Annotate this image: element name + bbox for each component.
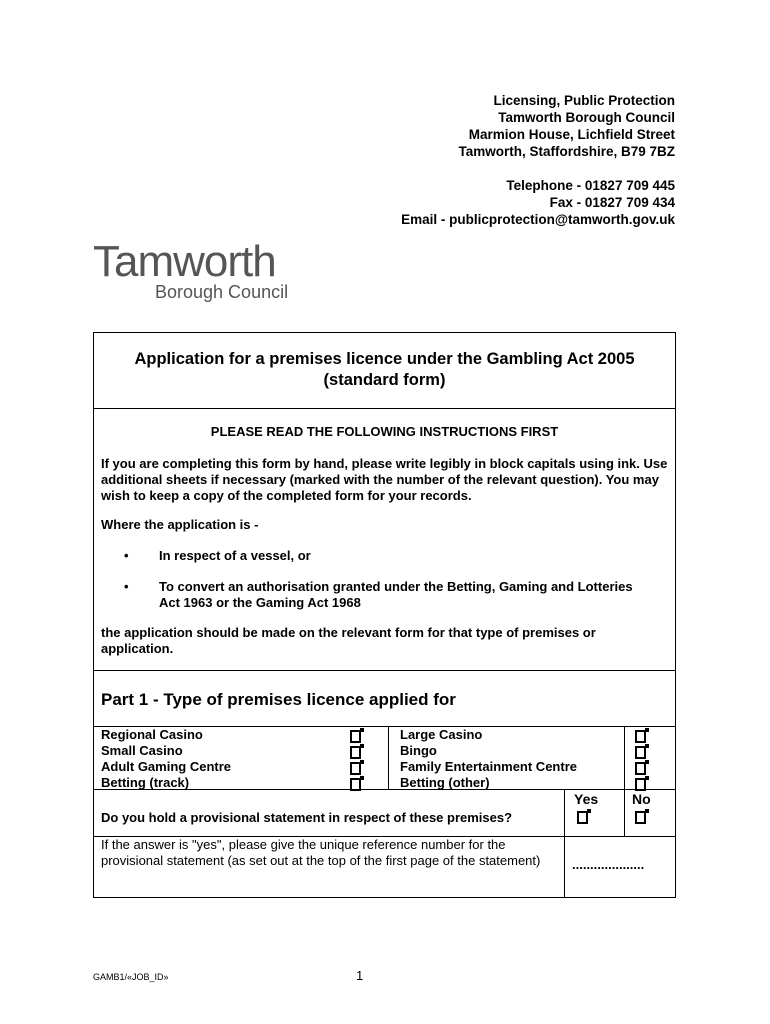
licence-type-betting-track: Betting (track)	[101, 775, 190, 790]
reference-number-instruction: If the answer is "yes", please give the unique reference number for the provisional statement (as set out at the top of the first page of the statement)	[101, 837, 541, 868]
licence-type-family-entertainment-centre: Family Entertainment Centre	[400, 759, 577, 774]
instructions-section	[94, 409, 675, 671]
regional-casino-checkbox[interactable]	[350, 730, 361, 743]
provisional-yes-checkbox[interactable]	[577, 811, 588, 824]
divider	[624, 726, 625, 789]
address-line-1: Licensing, Public Protection	[493, 93, 675, 108]
part1-heading: Part 1 - Type of premises licence applied for	[101, 690, 456, 709]
large-casino-checkbox[interactable]	[635, 730, 646, 743]
small-casino-checkbox[interactable]	[350, 746, 361, 759]
divider	[564, 789, 565, 898]
licence-type-large-casino: Large Casino	[400, 727, 483, 742]
licence-type-small-casino: Small Casino	[101, 743, 183, 758]
logo-name: Tamworth	[93, 237, 276, 286]
form-title	[94, 333, 675, 409]
fax: Fax - 01827 709 434	[549, 195, 675, 210]
family-entertainment-centre-checkbox[interactable]	[635, 762, 646, 775]
instructions-paragraph-2: Where the application is -	[101, 517, 259, 532]
logo-subtitle: Borough Council	[155, 282, 289, 302]
instructions-heading: PLEASE READ THE FOLLOWING INSTRUCTIONS FIRST	[210, 424, 559, 439]
form-title-line-2: (standard form)	[323, 371, 446, 389]
telephone: Telephone - 01827 709 445	[506, 178, 675, 193]
address-line-2: Tamworth Borough Council	[498, 110, 675, 125]
address-line-3: Marmion House, Lichfield Street	[468, 127, 675, 142]
licence-type-bingo: Bingo	[400, 743, 437, 758]
provisional-no-checkbox[interactable]	[635, 811, 646, 824]
divider	[388, 726, 389, 789]
email: Email - publicprotection@tamworth.gov.uk	[401, 212, 675, 227]
bullet-item-2: To convert an authorisation granted under the Betting, Gaming and Lotteries Act 1963 or the Gaming Act 1968	[159, 579, 633, 610]
council-address	[401, 92, 675, 228]
adult-gaming-centre-checkbox[interactable]	[350, 762, 361, 775]
divider	[94, 789, 675, 790]
yes-label: Yes	[574, 791, 599, 807]
document-reference: GAMB1/«JOB_ID»	[93, 972, 169, 982]
form-title-line-1: Application for a premises licence under the Gambling Act 2005	[134, 350, 635, 368]
licence-type-betting-other: Betting (other)	[400, 775, 490, 790]
licence-type-regional-casino: Regional Casino	[101, 727, 203, 742]
instructions-paragraph-1: If you are completing this form by hand, please write legibly in block capitals using ink. Use additional sheets if necessary (marked with the number of the relevant question). You may wish to keep a copy of the completed form for your records.	[101, 456, 668, 503]
council-logo	[93, 236, 293, 302]
bullet-item-1: In respect of a vessel, or	[159, 548, 311, 563]
licence-type-adult-gaming-centre: Adult Gaming Centre	[101, 759, 232, 774]
bullet-icon: •	[124, 579, 129, 594]
divider	[624, 789, 625, 836]
bullet-icon: •	[124, 548, 129, 563]
instructions-paragraph-3: the application should be made on the relevant form for that type of premises or application.	[101, 625, 596, 656]
reference-number-field[interactable]: ....................	[572, 857, 645, 872]
address-line-4: Tamworth, Staffordshire, B79 7BZ	[458, 144, 675, 159]
application-form	[93, 332, 676, 898]
bingo-checkbox[interactable]	[635, 746, 646, 759]
page-number: 1	[356, 968, 364, 983]
provisional-statement-question: Do you hold a provisional statement in respect of these premises?	[101, 810, 513, 825]
no-label: No	[632, 791, 651, 807]
